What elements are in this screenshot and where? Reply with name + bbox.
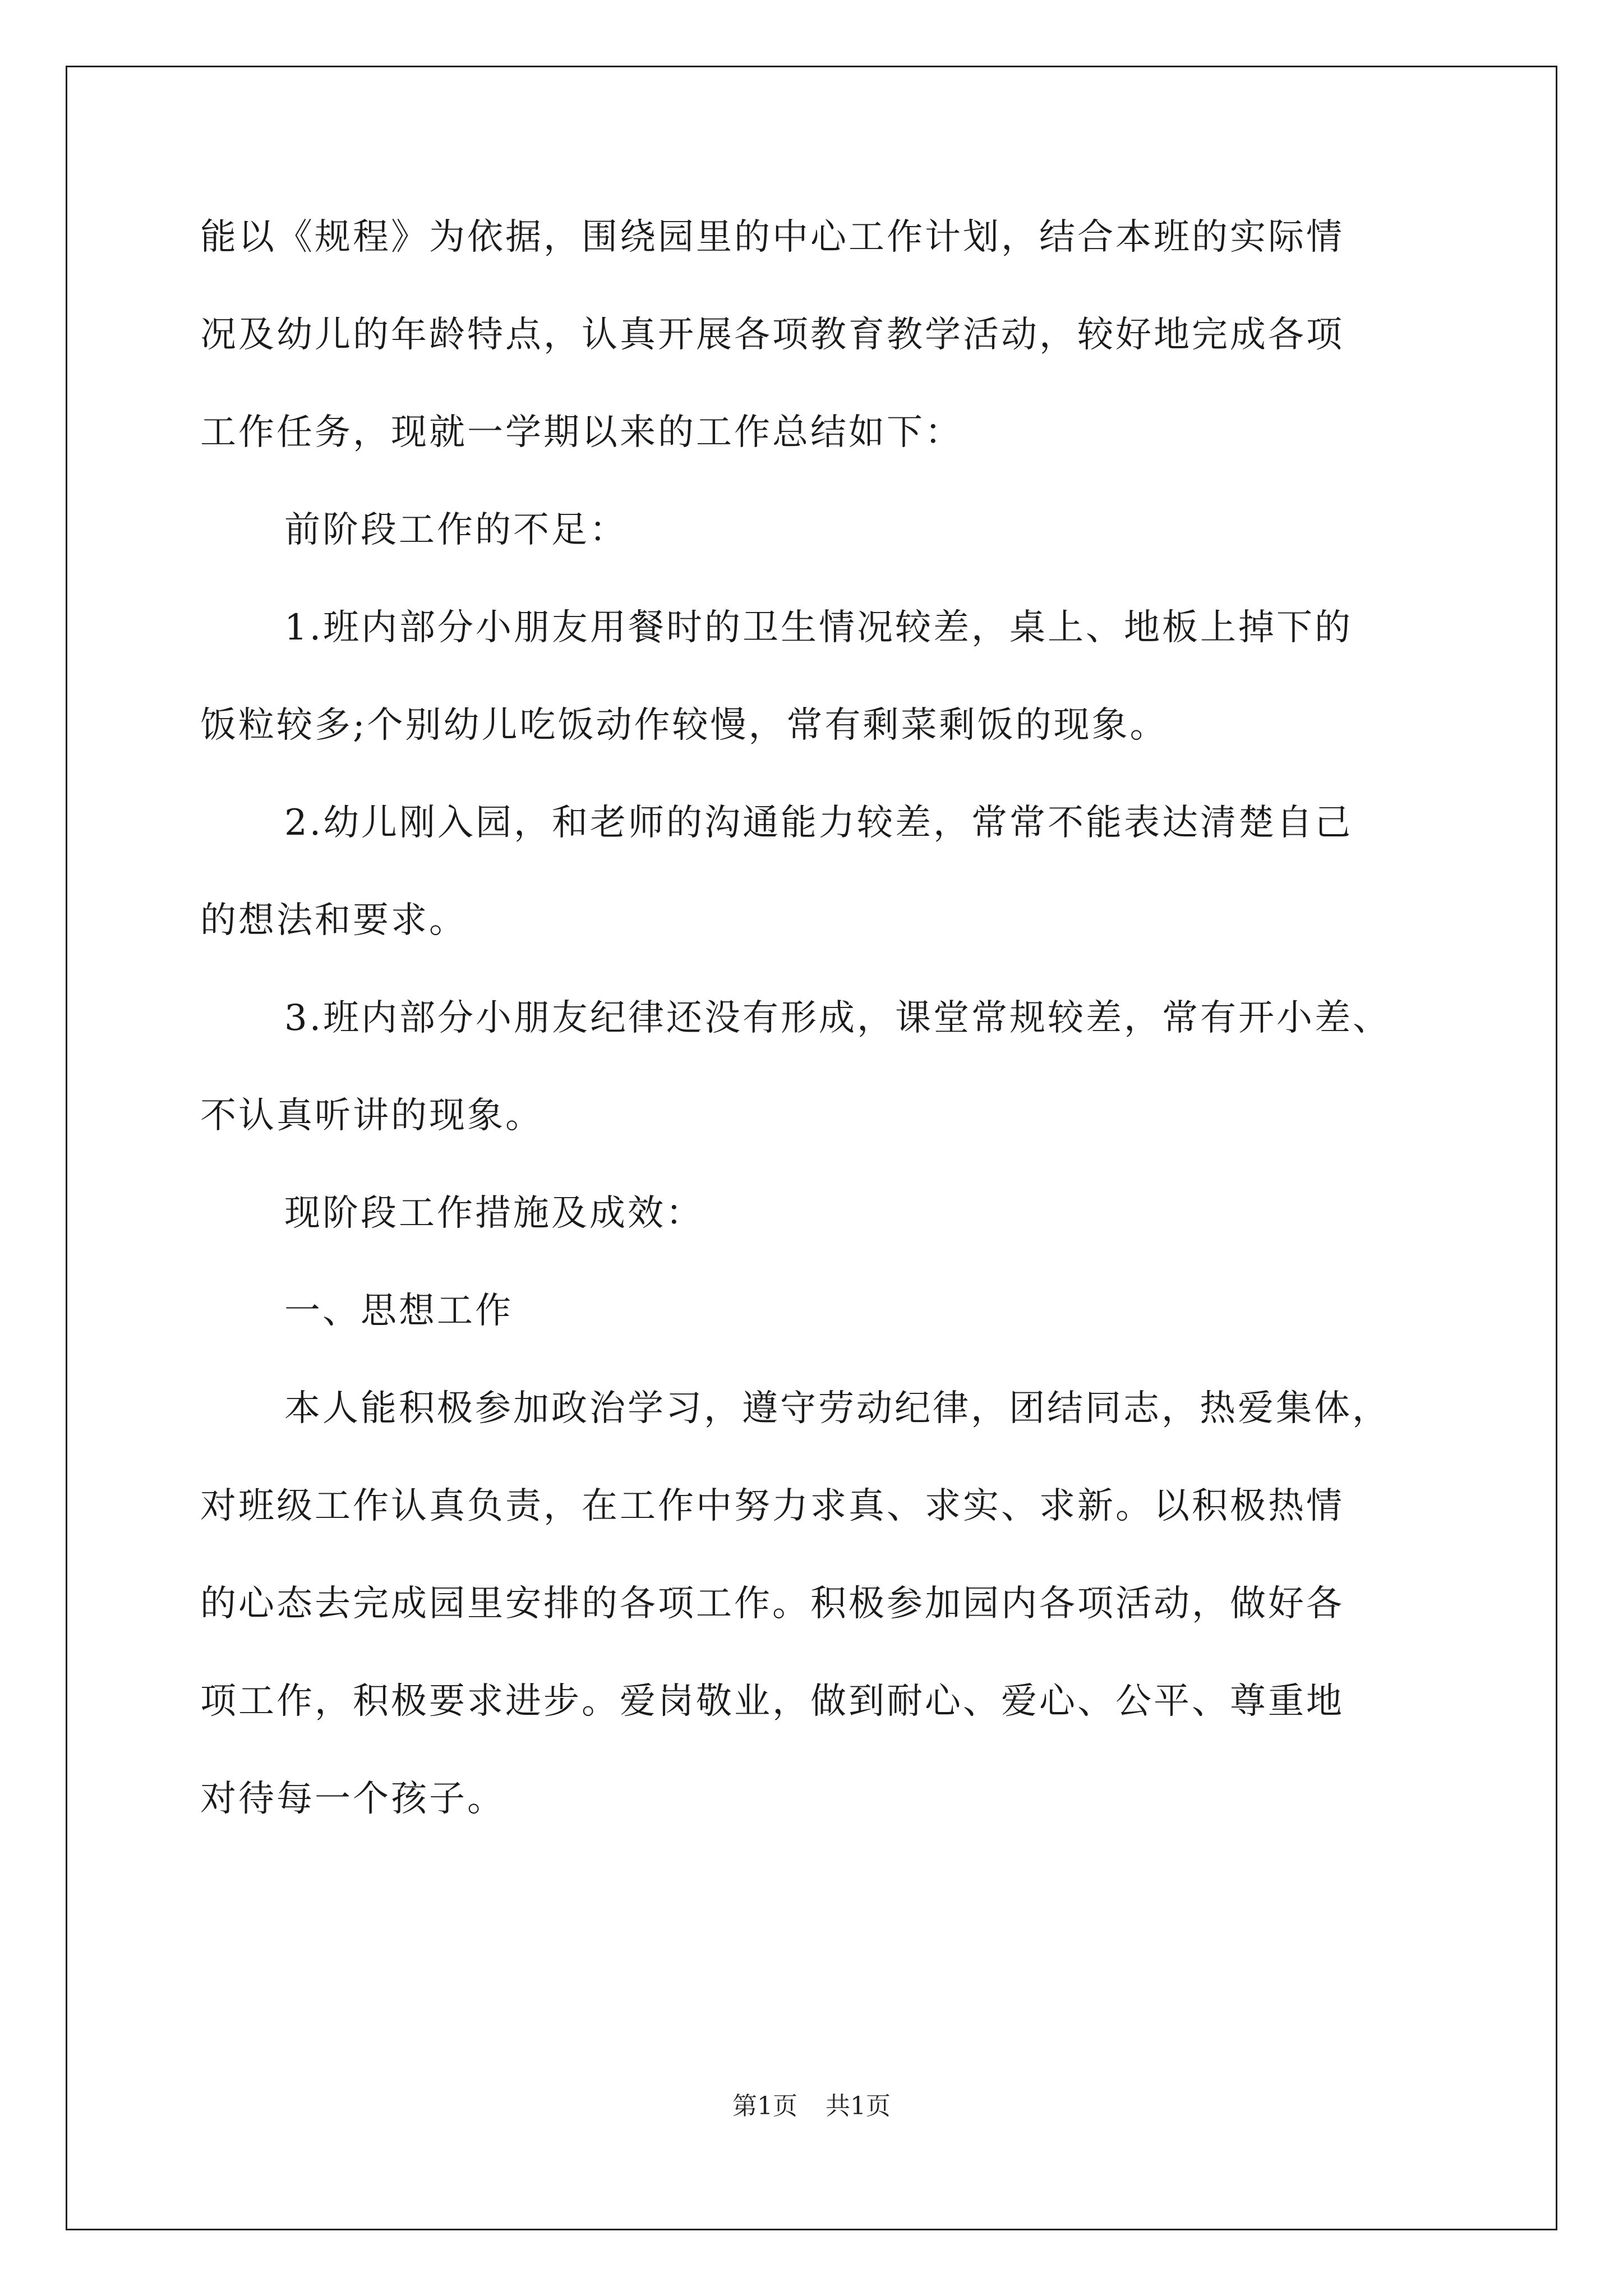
body-line: 对待每一个孩子。	[200, 1778, 505, 1820]
list-item: 2.幼儿刚入园，和老师的沟通能力较差，常常不能表达清楚自己	[284, 802, 1353, 844]
section-heading: 现阶段工作措施及成效：	[284, 1193, 704, 1234]
section-heading: 一、思想工作	[284, 1290, 513, 1332]
document-body	[200, 219, 1428, 1878]
body-line: 能以《规程》为依据，围绕园里的中心工作计划，结合本班的实际情	[200, 217, 1344, 258]
body-line: 不认真听讲的现象。	[200, 1095, 543, 1137]
body-line: 对班级工作认真负责，在工作中努力求真、求实、求新。以积极热情	[200, 1485, 1344, 1527]
page-footer	[0, 2092, 1623, 2120]
list-item: 1.班内部分小朋友用餐时的卫生情况较差，桌上、地板上掉下的	[284, 607, 1353, 648]
page-number: 第1页	[732, 2092, 797, 2120]
body-line: 工作任务，现就一学期以来的工作总结如下：	[200, 412, 963, 453]
body-line: 况及幼儿的年龄特点，认真开展各项教育教学活动，较好地完成各项	[200, 314, 1344, 356]
section-heading: 前阶段工作的不足：	[284, 509, 628, 551]
body-line: 项工作，积极要求进步。爱岗敬业，做到耐心、爱心、公平、尊重地	[200, 1681, 1344, 1722]
body-line: 饭粒较多;个别幼儿吃饭动作较慢，常有剩菜剩饭的现象。	[200, 705, 1168, 746]
paragraph-line: 本人能积极参加政治学习，遵守劳动纪律，团结同志，热爱集体，	[284, 1388, 1390, 1429]
page-total: 共1页	[826, 2092, 891, 2120]
list-item: 3.班内部分小朋友纪律还没有形成，课堂常规较差，常有开小差、	[284, 997, 1391, 1039]
body-line: 的心态去完成园里安排的各项工作。积极参加园内各项活动，做好各	[200, 1583, 1344, 1625]
body-line: 的想法和要求。	[200, 900, 467, 941]
